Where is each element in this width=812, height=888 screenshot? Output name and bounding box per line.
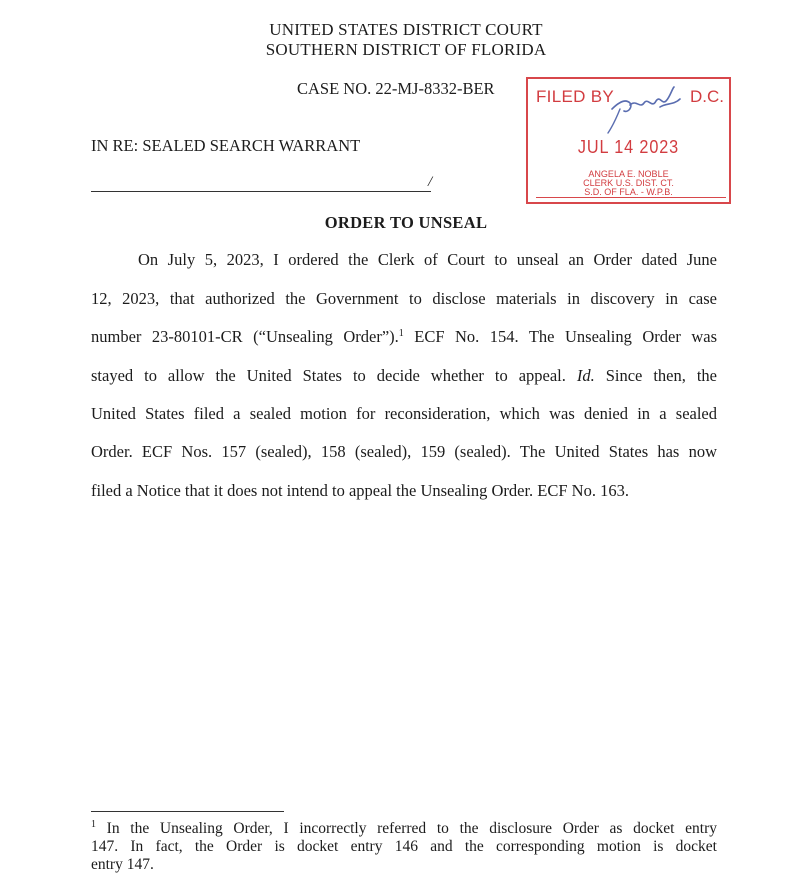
- body-line-5: United States filed a sealed motion for reconsideration, which was denied in a sealed: [91, 404, 717, 423]
- stamp-clerk-name: ANGELA E. NOBLE: [588, 169, 669, 180]
- caption-end-mark: /: [428, 174, 433, 190]
- id-citation: Id.: [576, 366, 595, 385]
- body-line-7: filed a Notice that it does not intend to appeal the Unsealing Order. ECF No. 163.: [91, 481, 629, 500]
- stamp-date: JUL 14 2023: [577, 137, 680, 157]
- caption-rule: [91, 191, 431, 192]
- filed-stamp: [526, 77, 731, 204]
- footnote-line-1: [91, 820, 717, 838]
- stamp-clerk-title: CLERK U.S. DIST. CT.: [583, 178, 674, 189]
- footnote-line-3: entry 147.: [91, 856, 154, 873]
- stamp-filed-by: FILED BY: [536, 87, 614, 106]
- body-line-3-start: number 23-80101-CR (“Unsealing Order”).: [91, 327, 399, 346]
- footnote-rule: [91, 811, 284, 812]
- stamp-dc: D.C.: [690, 87, 724, 106]
- body-line-4-start: stayed to allow the United States to decide whether to appeal.: [91, 366, 577, 385]
- court-name: UNITED STATES DISTRICT COURT: [269, 20, 543, 39]
- body-line-6: Order. ECF Nos. 157 (sealed), 158 (sealed), 159 (sealed). The United States has now: [91, 442, 717, 461]
- order-title: ORDER TO UNSEAL: [324, 213, 488, 232]
- case-number: CASE NO. 22-MJ-8332-BER: [297, 79, 495, 98]
- body-line-3-end: ECF No. 154. The Unsealing Order was: [403, 327, 718, 346]
- body-line-1: On July 5, 2023, I ordered the Clerk of Court to unseal an Order dated June: [138, 250, 717, 269]
- body-line-4: [91, 366, 717, 386]
- footnote-line-2: 147. In fact, the Order is docket entry 146 and the corresponding motion is docket: [91, 838, 717, 855]
- body-line-4-end: Since then, the: [594, 366, 717, 385]
- case-caption: IN RE: SEALED SEARCH WARRANT: [91, 136, 361, 155]
- body-line-2: 12, 2023, that authorized the Government to disclose materials in discovery in case: [91, 289, 717, 308]
- footnote-marker: 1: [91, 819, 96, 830]
- stamp-district: S.D. OF FLA. - W.P.B.: [584, 187, 673, 198]
- footnote-line-1-text: In the Unsealing Order, I incorrectly referred to the disclosure Order as docket entry: [96, 820, 717, 837]
- footnote-ref: 1: [398, 328, 404, 339]
- stamp-rule: [536, 197, 726, 198]
- body-line-3: [91, 327, 717, 347]
- court-district: SOUTHERN DISTRICT OF FLORIDA: [265, 40, 547, 59]
- clerk-signature-icon: [600, 79, 690, 135]
